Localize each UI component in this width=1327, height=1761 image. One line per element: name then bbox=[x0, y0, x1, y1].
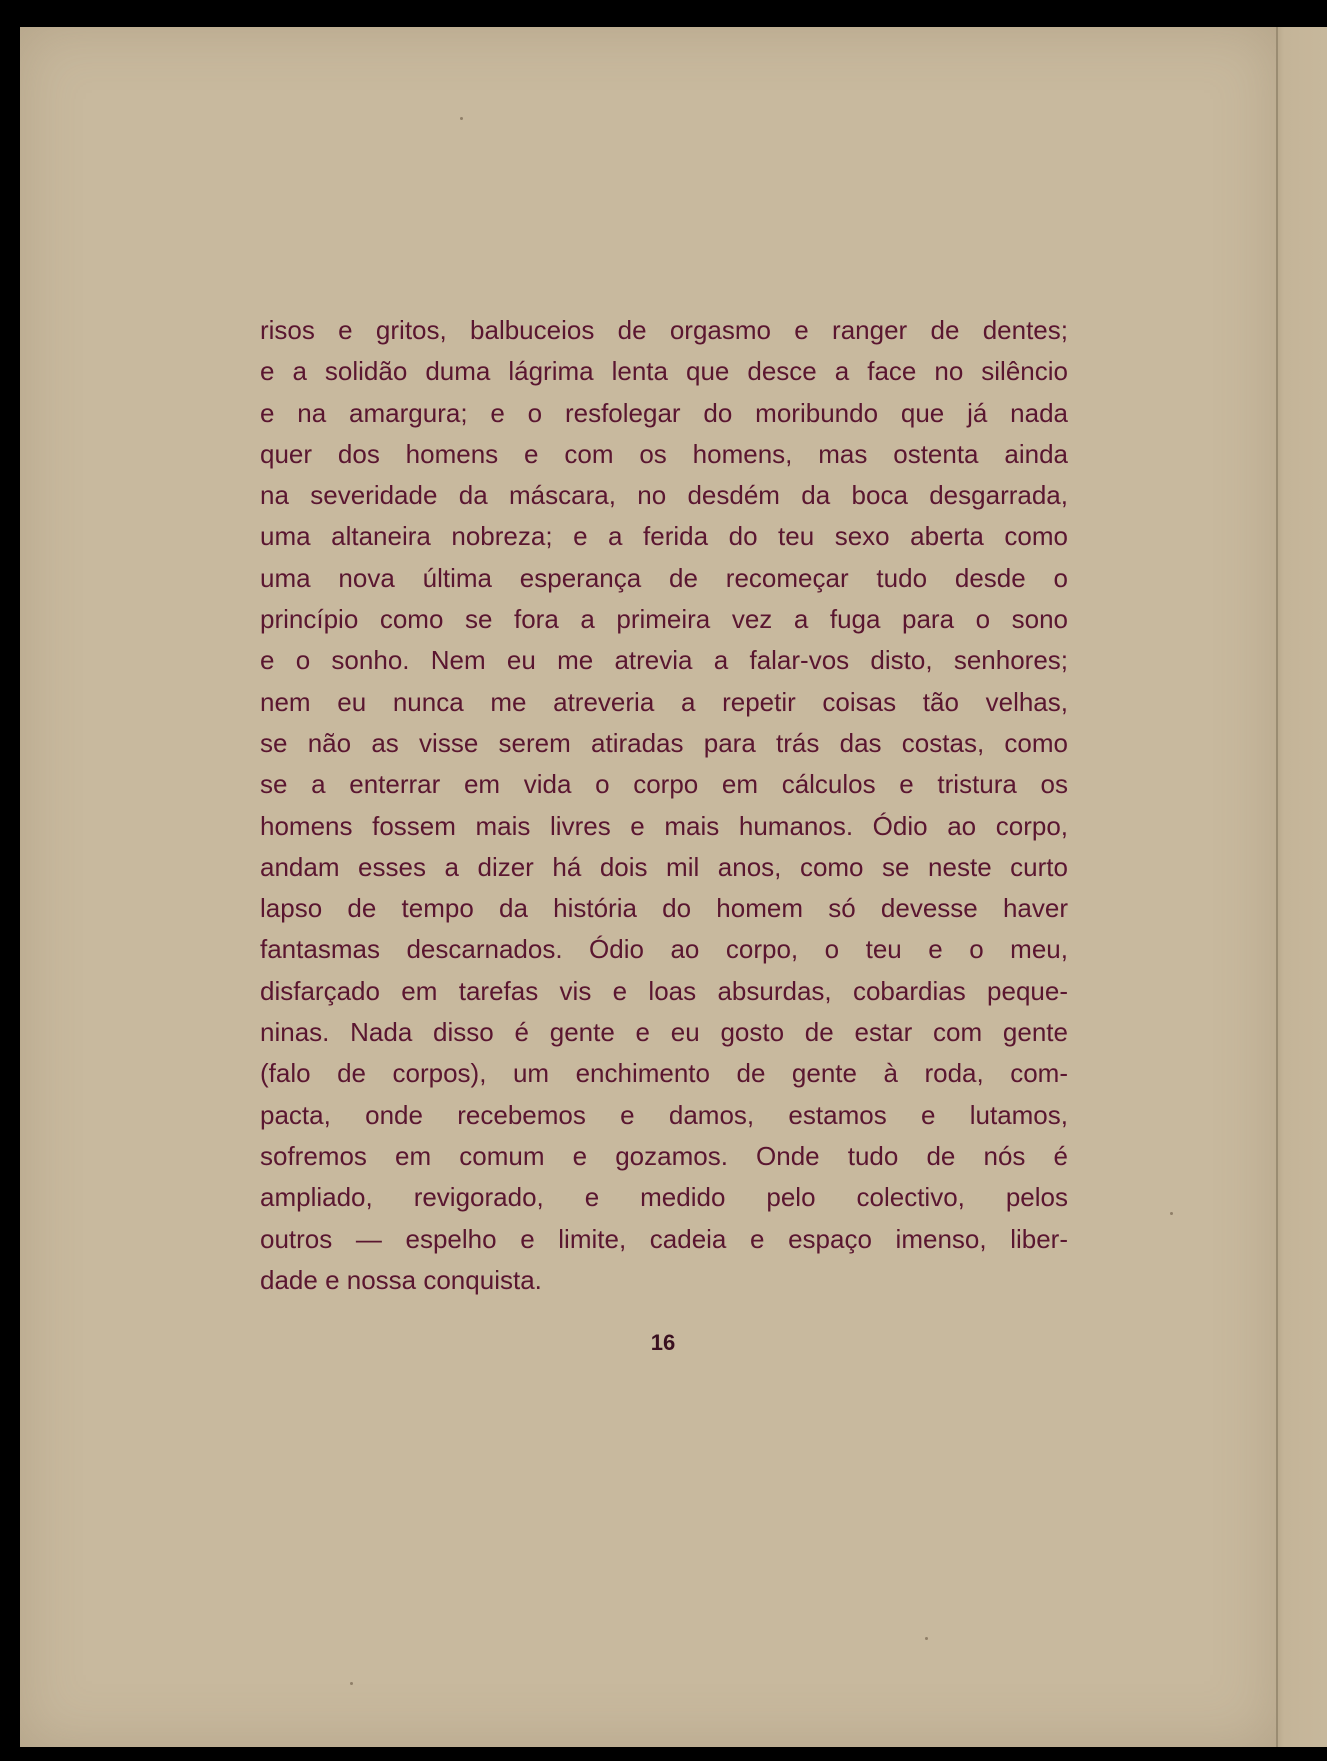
text-line: andam esses a dizer há dois mil anos, como se neste curto bbox=[260, 851, 1068, 882]
text-line: outros — espelho e limite, cadeia e espaço imenso, liber- bbox=[260, 1223, 1068, 1254]
text-line: risos e gritos, balbuceios de orgasmo e ranger de dentes; bbox=[260, 315, 1068, 345]
text-line: na severidade da máscara, no desdém da boca desgarrada, bbox=[260, 480, 1068, 511]
paper-speck bbox=[350, 1682, 353, 1685]
text-line: e a solidão duma lágrima lenta que desce a face no silêncio bbox=[260, 356, 1068, 387]
page-number: 16 bbox=[650, 1330, 676, 1355]
text-line: lapso de tempo da história do homem só devesse haver bbox=[260, 893, 1068, 924]
body-paragraph bbox=[260, 310, 1068, 1301]
text-line: homens fossem mais livres e mais humanos. Ódio ao corpo, bbox=[260, 810, 1068, 841]
text-line: e o sonho. Nem eu me atrevia a falar-vos disto, senhores; bbox=[260, 645, 1068, 676]
text-line: disfarçado em tarefas vis e loas absurdas, cobardias peque- bbox=[260, 975, 1068, 1006]
text-line: pacta, onde recebemos e damos, estamos e lutamos, bbox=[260, 1099, 1068, 1130]
text-line: uma nova última esperança de recomeçar tudo desde o bbox=[260, 562, 1068, 593]
facing-page-edge bbox=[1276, 27, 1327, 1747]
text-line: e na amargura; e o resfolegar do moribundo que já nada bbox=[260, 397, 1068, 428]
text-line: nem eu nunca me atreveria a repetir coisas tão velhas, bbox=[260, 686, 1068, 717]
paper-speck bbox=[460, 117, 463, 120]
text-line: se não as visse serem atiradas para trás das costas, como bbox=[260, 727, 1068, 758]
text-line: princípio como se fora a primeira vez a fuga para o sono bbox=[260, 604, 1068, 635]
paper-speck bbox=[1170, 1212, 1173, 1215]
text-line-final: dade e nossa conquista. bbox=[260, 1264, 542, 1295]
text-line: fantasmas descarnados. Ódio ao corpo, o teu e o meu, bbox=[260, 934, 1068, 965]
text-line: ampliado, revigorado, e medido pelo colectivo, pelos bbox=[260, 1182, 1068, 1213]
text-line: ninas. Nada disso é gente e eu gosto de estar com gente bbox=[260, 1017, 1068, 1048]
text-line: quer dos homens e com os homens, mas ostenta ainda bbox=[260, 438, 1068, 469]
text-line: (falo de corpos), um enchimento de gente à roda, com- bbox=[260, 1058, 1068, 1089]
paper-speck bbox=[925, 1637, 928, 1640]
text-line: uma altaneira nobreza; e a ferida do teu sexo aberta como bbox=[260, 521, 1068, 552]
text-line: sofremos em comum e gozamos. Onde tudo de nós é bbox=[260, 1140, 1068, 1171]
text-line: se a enterrar em vida o corpo em cálculos e tristura os bbox=[260, 769, 1068, 800]
